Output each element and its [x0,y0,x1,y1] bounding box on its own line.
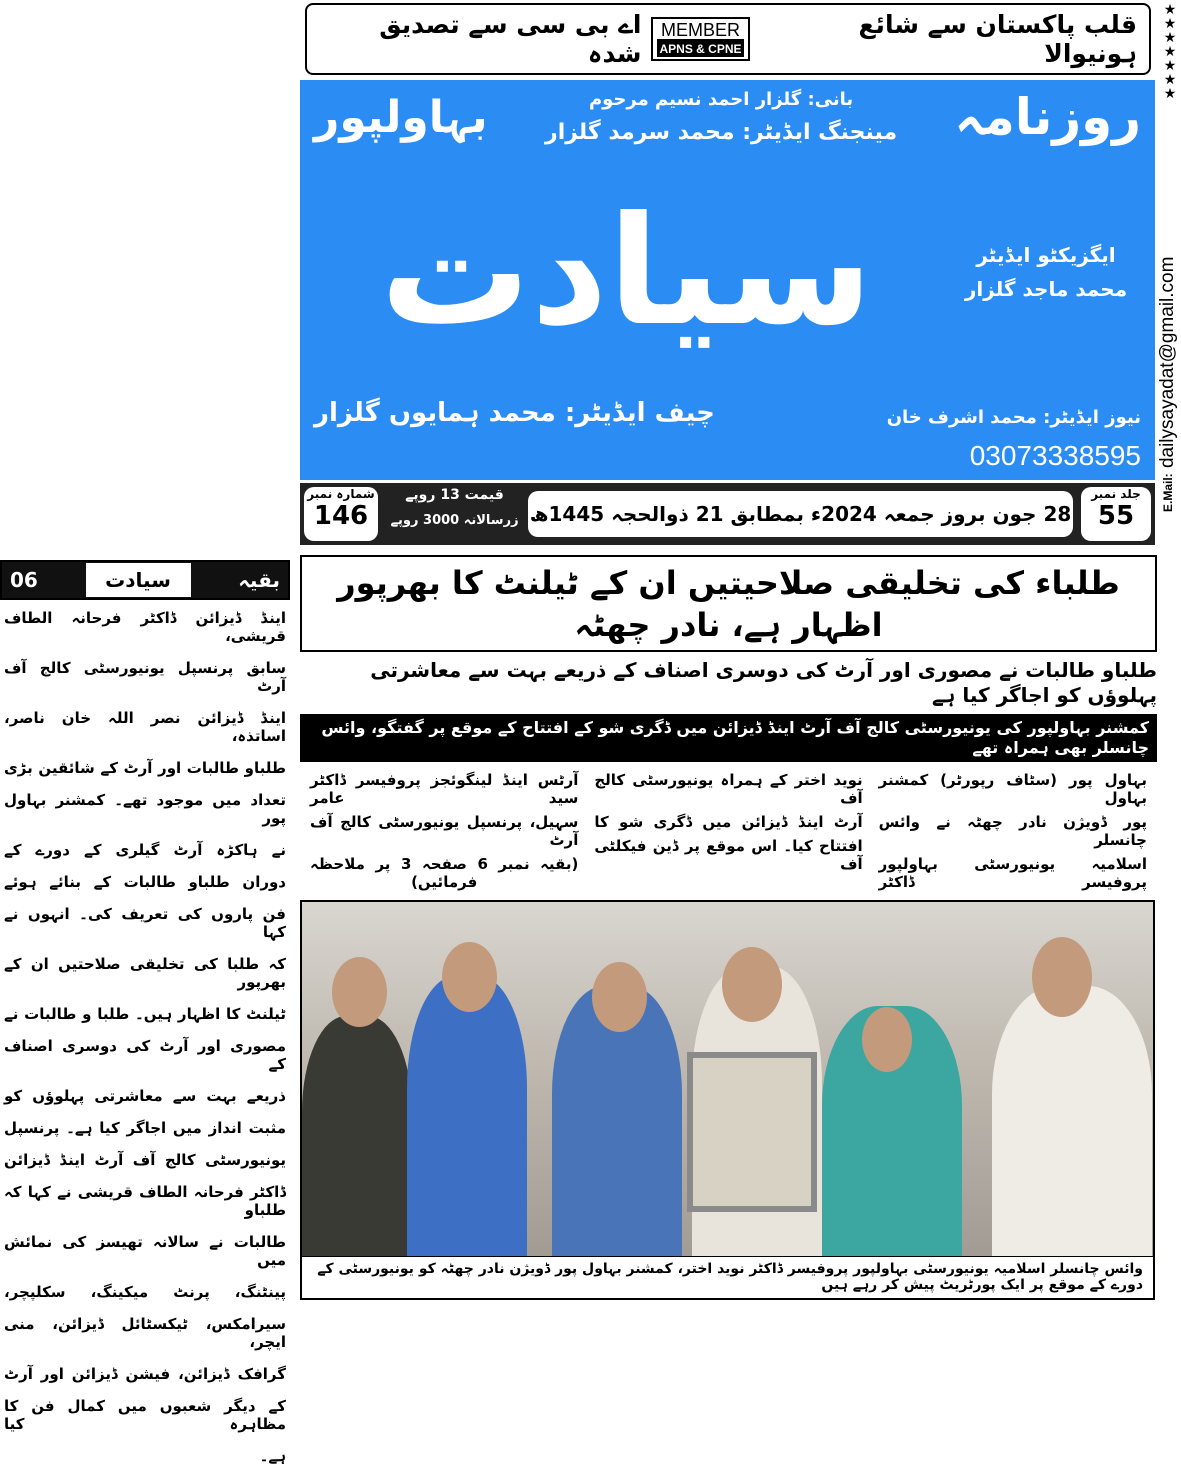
article-column-1 [879,768,1147,894]
text-line: مصوری اور آرٹ کی دوسری اصناف کے [4,1037,286,1073]
text-line: کہ طلبا کی تخلیقی صلاحتیں ان کے بھرپور [4,955,286,991]
masthead [300,80,1155,480]
text-line: ٹیلنٹ کا اظہار ہیں۔ طلبا و طالبات نے [4,1005,286,1023]
top-banner [305,3,1151,75]
annual-subscription: زرسالانہ 3000 روپے [390,513,519,528]
text-line: یونیورسٹی کالج آف آرٹ اینڈ ڈیزائن [4,1151,286,1169]
text-line: پور ڈویژن نادر چھٹہ نے وائس چانسلر [878,813,1147,849]
subheadline: طلباو طالبات نے مصوری اور آرٹ کی دوسری اصناف کے ذریعے بہت سے معاشرتی پہلوؤں کو اجاگر کیا ہے [370,658,1157,707]
strapline: کمشنر بہاولپور کی یونیورسٹی کالج آف آرٹ اینڈ ڈیزائن میں ڈگری شو کے افتتاح کے موقع پر گفتگو، وائس چانسلر بھی ہمراہ تھے [300,714,1157,762]
text-line: دوران طلباو طالبات کے بنائے ہوئے [4,873,286,891]
text-line: پینٹنگ، پرنٹ میکینگ، سکلپچر، [4,1283,286,1301]
text-line: مثبت انداز میں اجاگر کیا ہے۔ پرنسپل [4,1119,286,1137]
phone-number: 03073338595 [969,440,1141,471]
email-address[interactable]: dailysayadat@gmail.com [1157,256,1178,469]
masthead-bottom-row [314,398,1141,472]
photo-caption: وائس چانسلر اسلامیہ یونیورسٹی بہاولپور پروفیسر ڈاکٹر نوید اختر، کمشنر بہاول پور ڈویژن نادر چھٹہ کو یونیورسٹی کے دورے کے موقع پر ایک پورٹریٹ پیش کر رہے ہیں [302,1256,1153,1298]
text-line: ڈاکٹر فرحانہ الطاف قریشی نے کہا کہ طلباو [4,1183,286,1219]
member-orgs: APNS & CPNE [659,42,742,56]
volume-number: 55 [1097,501,1135,531]
text-line: آرٹ اینڈ ڈیزائن میں ڈگری شو کا [594,813,863,831]
headline: طلباء کی تخلیقی صلاحیتیں ان کے ٹیلنٹ کا بھرپور اظہار ہے، نادر چھٹہ [300,555,1157,652]
text-line: اینڈ ڈیزائن ڈاکٹر فرحانہ الطاف قریشی، [4,609,286,645]
volume-box [1081,487,1151,541]
presented-portrait [687,1052,817,1212]
text-line: افتتاح کیا۔ اس موقع پر ڈین فیکلٹی آف [594,837,863,873]
text-line: گرافک ڈیزائن، فیشن ڈیزائن اور آرٹ [4,1365,286,1383]
chief-editor: چیف ایڈیٹر: محمد ہمایوں گلزار [314,398,715,428]
text-line: طلباو طالبات اور آرٹ کے شائقین بڑی [4,759,286,777]
text-line: آرٹس اینڈ لینگوئجز پروفیسر ڈاکٹر سید عامر [310,771,579,807]
founder: بانی: گلزار احمد نسیم مرحوم [588,89,854,110]
article-columns [300,768,1157,894]
price: قیمت 13 روپے [405,487,504,503]
member-badge [651,17,749,61]
issue-label: شمارہ نمبر [307,487,375,501]
masthead-daily: روزنامہ [954,88,1141,146]
volume-label: جلد نمبر [1091,487,1141,501]
continued-column [0,560,290,1474]
article-column-2 [594,768,862,894]
text-line: کے دیگر شعبوں میں کمال فن کا مظاہرہ کیا [4,1397,286,1433]
managing-editor: مینجنگ ایڈیٹر: محمد سرمد گلزار [545,120,898,145]
masthead-city: بہاولپور [314,91,488,143]
text-line: ہے۔ [259,1447,286,1465]
text-line: طالبات نے سالانہ تھیسز کی نمائش میں [4,1233,286,1269]
masthead-middle-row [314,172,1141,372]
continued-header [0,560,290,600]
executive-editor-label: ایگزیکٹو ایڈیٹر [976,243,1116,267]
email-label: E.Mail: [1161,473,1175,512]
news-editor: نیوز ایڈیٹر: محمد اشرف خان [886,407,1141,428]
issue-info-bar [300,483,1155,545]
continued-label: بقیہ [238,568,280,592]
member-label: MEMBER [657,21,743,41]
top-banner-right: اے بی سی سے تصدیق شدہ [379,10,642,68]
text-line: سیرامکس، ٹیکسٹائل ڈیزائن، منی ایچر، [4,1315,286,1351]
text-line: تعداد میں موجود تھے۔ کمشنر بہاول پور [4,791,286,827]
text-line: نوید اختر کے ہمراہ یونیورسٹی کالج آف [594,771,863,807]
text-line: سابق پرنسپل یونیورسٹی کالج آف آرٹ [4,659,286,695]
text-line: اینڈ ڈیزائن نصر اللہ خان ناصر، اساتذہ، [4,709,286,745]
issue-date-text: 28 جون بروز جمعہ 2024ء بمطابق 21 ذوالحجہ 1445ھ [529,502,1072,526]
paper-name-label: سیادت [86,563,191,597]
issue-date [528,491,1073,537]
page-number: 06 [10,568,38,592]
stars-decoration: ★★★★★★★ [1163,2,1177,102]
issue-number: 146 [313,501,369,531]
text-line: (بقیہ نمبر 6 صفحہ 3 پر ملاحظہ فرمائیں) [310,855,579,891]
text-line: سہیل، پرنسپل یونیورسٹی کالج آف آرٹ [310,813,579,849]
article-column-3 [310,768,578,894]
text-line: ذریعے بہت سے معاشرتی پہلوؤں کو [4,1087,286,1105]
newspaper-logo: سیادت [380,185,873,359]
text-line: فن پاروں کی تعریف کی۔ انہوں نے کہا [4,905,286,941]
executive-editor: محمد ماجد گلزار [964,277,1128,301]
news-photo [300,900,1155,1300]
email-vertical [1157,112,1179,512]
text-line: اسلامیہ یونیورسٹی بہاولپور پروفیسر ڈاکٹر [878,855,1147,891]
top-banner-left: قلب پاکستان سے شائع ہونیوالا [858,10,1137,68]
masthead-top-row [314,88,1141,146]
text-line: نے ہاکڑہ آرٹ گیلری کے دورے کے [4,841,286,859]
issue-box [304,487,378,541]
main-article [300,555,1157,1300]
text-line: بہاول پور (سٹاف رپورٹر) کمشنر بہاول [878,771,1147,807]
